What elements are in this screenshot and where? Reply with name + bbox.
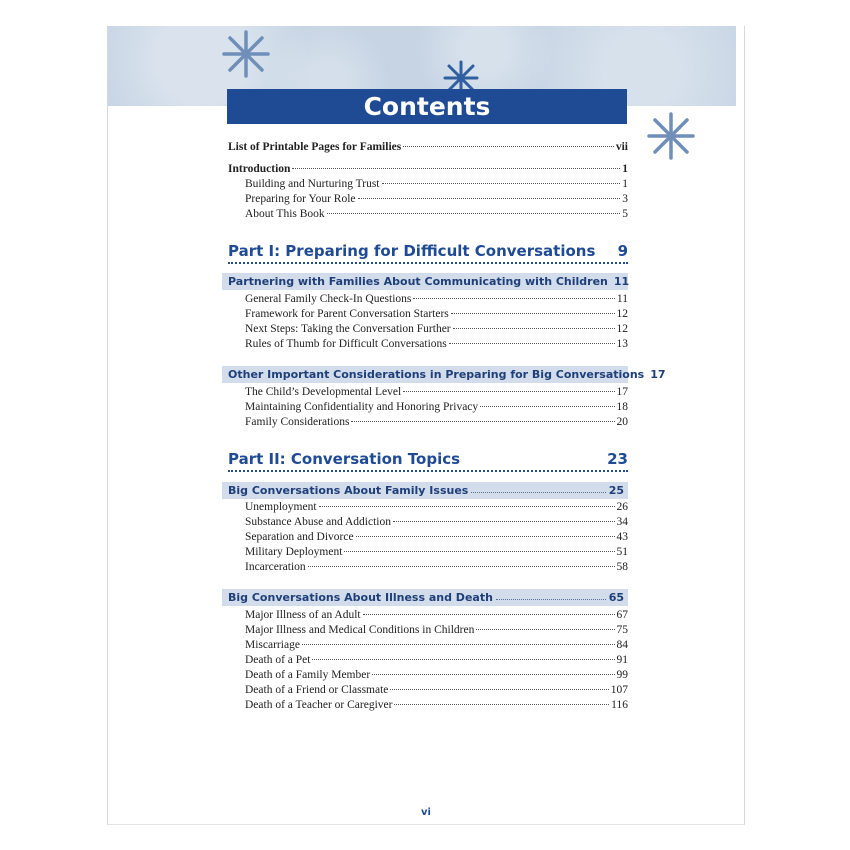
toc-entry[interactable]: Substance Abuse and Addiction 34 — [245, 516, 628, 528]
toc-entry[interactable]: Death of a Teacher or Caregiver 116 — [245, 699, 628, 711]
toc-entry[interactable]: Maintaining Confidentiality and Honoring Privacy 18 — [245, 401, 628, 413]
toc-entry[interactable]: Incarceration 58 — [245, 561, 628, 573]
page-number: vi — [421, 807, 431, 818]
toc-entry[interactable]: Miscarriage 84 — [245, 639, 628, 651]
toc-entry[interactable]: List of Printable Pages for Families vii — [228, 141, 628, 153]
toc-entry[interactable]: Major Illness and Medical Conditions in Children 75 — [245, 624, 628, 636]
part-heading[interactable]: Part II: Conversation Topics 23 — [228, 450, 628, 472]
toc-entry[interactable]: The Child’s Developmental Level 17 — [245, 386, 628, 398]
snowflake-icon — [645, 110, 697, 162]
toc-entry[interactable]: Unemployment 26 — [245, 501, 628, 513]
toc-entry[interactable]: Death of a Family Member 99 — [245, 669, 628, 681]
toc-entry[interactable]: Preparing for Your Role 3 — [245, 193, 628, 205]
toc-entry[interactable]: Introduction 1 — [228, 163, 628, 175]
toc-entry[interactable]: About This Book 5 — [245, 208, 628, 220]
toc-entry[interactable]: Separation and Divorce 43 — [245, 531, 628, 543]
toc-entry[interactable]: Death of a Friend or Classmate 107 — [245, 684, 628, 696]
toc-entry[interactable]: Military Deployment 51 — [245, 546, 628, 558]
section-heading[interactable]: Other Important Considerations in Preparing for Big Conversations 17 — [222, 366, 628, 383]
toc-entry[interactable]: General Family Check-In Questions 11 — [245, 293, 628, 305]
document-page — [107, 26, 745, 825]
page-title: Contents — [227, 89, 627, 124]
section-heading[interactable]: Big Conversations About Family Issues 25 — [222, 482, 628, 499]
toc-entry[interactable]: Framework for Parent Conversation Starters 12 — [245, 308, 628, 320]
section-heading[interactable]: Big Conversations About Illness and Death 65 — [222, 589, 628, 606]
toc-entry[interactable]: Major Illness of an Adult 67 — [245, 609, 628, 621]
toc-entry[interactable]: Family Considerations 20 — [245, 416, 628, 428]
toc-entry[interactable]: Building and Nurturing Trust 1 — [245, 178, 628, 190]
part-heading[interactable]: Part I: Preparing for Difficult Conversations 9 — [228, 242, 628, 264]
toc-entry[interactable]: Rules of Thumb for Difficult Conversations 13 — [245, 338, 628, 350]
toc-entry[interactable]: Death of a Pet 91 — [245, 654, 628, 666]
section-heading[interactable]: Partnering with Families About Communicating with Children 11 — [222, 273, 628, 290]
toc-entry[interactable]: Next Steps: Taking the Conversation Further 12 — [245, 323, 628, 335]
snowflake-icon — [220, 28, 272, 80]
